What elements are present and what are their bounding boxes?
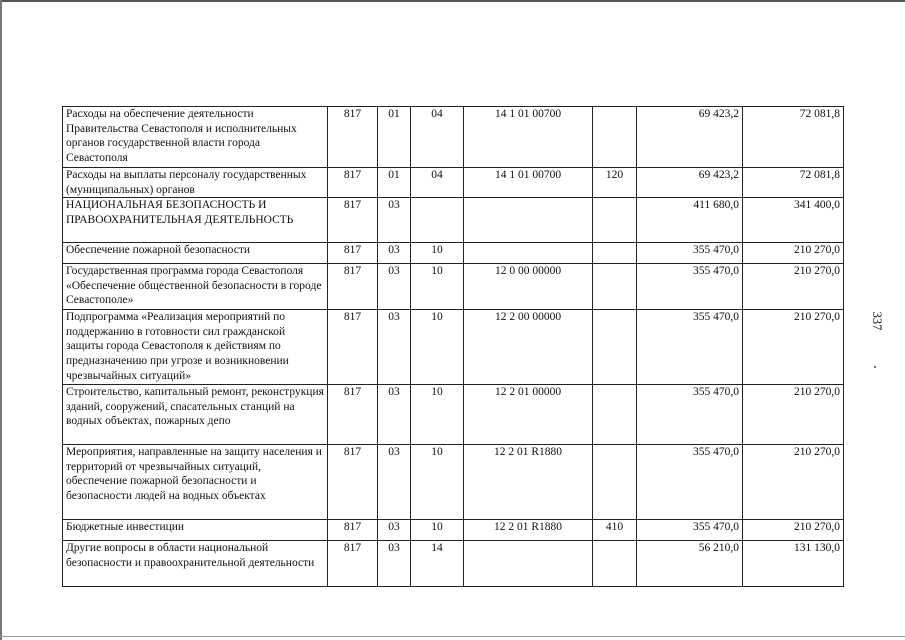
sum-first-year: 355 470,0 (637, 264, 743, 310)
subsection-code: 04 (411, 168, 464, 198)
sum-first-year: 355 470,0 (637, 385, 743, 445)
sum-first-year: 69 423,2 (637, 168, 743, 198)
row-name: Обеспечение пожарной безопасности (63, 243, 328, 264)
sum-second-year: 210 270,0 (743, 310, 844, 385)
target-article (464, 243, 593, 264)
section-code: 01 (378, 107, 411, 168)
subsection-code (411, 198, 464, 243)
expense-type: 120 (593, 168, 637, 198)
section-code: 03 (378, 243, 411, 264)
table-row (63, 385, 844, 445)
target-article: 12 0 00 00000 (464, 264, 593, 310)
sum-first-year: 355 470,0 (637, 243, 743, 264)
expense-type (593, 541, 637, 587)
target-article (464, 541, 593, 587)
table-row (63, 520, 844, 541)
sum-second-year: 210 270,0 (743, 385, 844, 445)
sum-second-year: 131 130,0 (743, 541, 844, 587)
section-code: 03 (378, 198, 411, 243)
row-name: Другие вопросы в области национальной безопасности и правоохранительной деятельности (63, 541, 328, 587)
sum-second-year: 210 270,0 (743, 243, 844, 264)
subsection-code: 10 (411, 243, 464, 264)
ministry-code: 817 (328, 520, 378, 541)
budget-table (62, 106, 844, 587)
table-row (63, 107, 844, 168)
sum-second-year: 210 270,0 (743, 520, 844, 541)
row-name: Государственная программа города Севастополя «Обеспечение общественной безопасности в городе Севастополе» (63, 264, 328, 310)
target-article: 14 1 01 00700 (464, 168, 593, 198)
section-code: 03 (378, 264, 411, 310)
section-code: 03 (378, 445, 411, 520)
row-name: Бюджетные инвестиции (63, 520, 328, 541)
subsection-code: 10 (411, 520, 464, 541)
page-number: 337 (870, 311, 884, 331)
row-name: Расходы на выплаты персоналу государственных (муниципальных) органов (63, 168, 328, 198)
row-name: Строительство, капитальный ремонт, реконструкция зданий, сооружений, спасательных станций на водных объектах, пожарных депо (63, 385, 328, 445)
ministry-code: 817 (328, 264, 378, 310)
sum-first-year: 69 423,2 (637, 107, 743, 168)
sum-first-year: 355 470,0 (637, 520, 743, 541)
row-name: НАЦИОНАЛЬНАЯ БЕЗОПАСНОСТЬ И ПРАВООХРАНИТЕЛЬНАЯ ДЕЯТЕЛЬНОСТЬ (63, 198, 328, 243)
table-row (63, 541, 844, 587)
subsection-code: 10 (411, 310, 464, 385)
sum-second-year: 341 400,0 (743, 198, 844, 243)
ministry-code: 817 (328, 541, 378, 587)
ministry-code: 817 (328, 385, 378, 445)
table-row (63, 243, 844, 264)
sum-second-year: 72 081,8 (743, 168, 844, 198)
section-code: 01 (378, 168, 411, 198)
expense-type (593, 243, 637, 264)
ministry-code: 817 (328, 198, 378, 243)
ministry-code: 817 (328, 243, 378, 264)
target-article (464, 198, 593, 243)
table-row (63, 445, 844, 520)
scan-border-left (0, 0, 2, 640)
section-code: 03 (378, 310, 411, 385)
ministry-code: 817 (328, 107, 378, 168)
target-article: 12 2 01 00000 (464, 385, 593, 445)
sum-first-year: 411 680,0 (637, 198, 743, 243)
sum-second-year: 210 270,0 (743, 264, 844, 310)
target-article: 12 2 00 00000 (464, 310, 593, 385)
expense-type (593, 445, 637, 520)
subsection-code: 10 (411, 264, 464, 310)
expense-type: 410 (593, 520, 637, 541)
sum-first-year: 56 210,0 (637, 541, 743, 587)
expense-type (593, 264, 637, 310)
scan-speck (874, 366, 876, 368)
target-article: 14 1 01 00700 (464, 107, 593, 168)
target-article: 12 2 01 R1880 (464, 520, 593, 541)
sum-first-year: 355 470,0 (637, 310, 743, 385)
row-name: Мероприятия, направленные на защиту населения и территорий от чрезвычайных ситуаций, обеспечение пожарной безопасности и безопасности людей на водных объектах (63, 445, 328, 520)
expense-type (593, 310, 637, 385)
scan-border-bottom (0, 636, 905, 637)
ministry-code: 817 (328, 445, 378, 520)
row-name: Расходы на обеспечение деятельности Правительства Севастополя и исполнительных органов государственной власти города Севастополя (63, 107, 328, 168)
table-row (63, 198, 844, 243)
subsection-code: 10 (411, 385, 464, 445)
sum-first-year: 355 470,0 (637, 445, 743, 520)
table-row (63, 264, 844, 310)
subsection-code: 04 (411, 107, 464, 168)
table-row (63, 310, 844, 385)
table-row (63, 168, 844, 198)
section-code: 03 (378, 520, 411, 541)
ministry-code: 817 (328, 168, 378, 198)
subsection-code: 14 (411, 541, 464, 587)
ministry-code: 817 (328, 310, 378, 385)
scan-border-top (0, 0, 905, 2)
row-name: Подпрограмма «Реализация мероприятий по поддержанию в готовности сил гражданской защиты города Севастополя к действиям по предназначению при угрозе и возникновении чрезвычайных ситуаций» (63, 310, 328, 385)
expense-type (593, 198, 637, 243)
sum-second-year: 210 270,0 (743, 445, 844, 520)
section-code: 03 (378, 541, 411, 587)
expense-type (593, 385, 637, 445)
sum-second-year: 72 081,8 (743, 107, 844, 168)
target-article: 12 2 01 R1880 (464, 445, 593, 520)
subsection-code: 10 (411, 445, 464, 520)
section-code: 03 (378, 385, 411, 445)
expense-type (593, 107, 637, 168)
